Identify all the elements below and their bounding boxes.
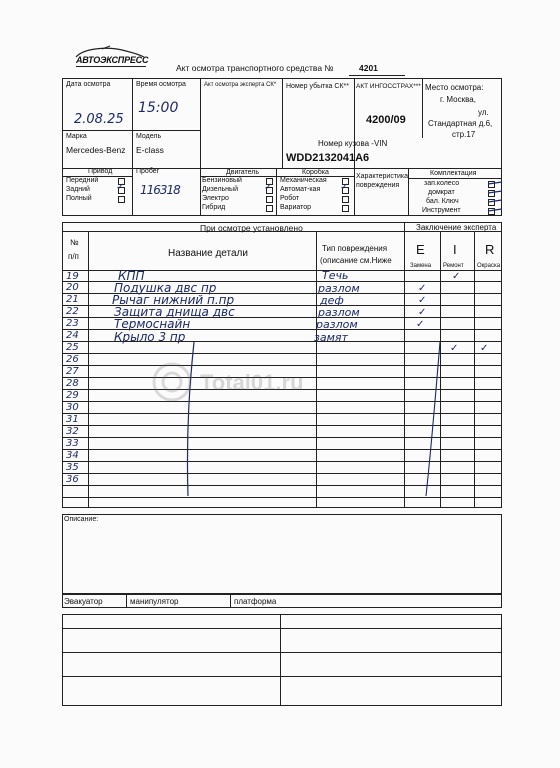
part-name: Рычаг нижний п.пр bbox=[112, 293, 235, 307]
part-name: Крыло 3 пр bbox=[114, 330, 186, 344]
act-number: 4201 bbox=[359, 63, 378, 73]
name-label: Название детали bbox=[168, 248, 248, 259]
time-value: 15:00 bbox=[138, 100, 179, 116]
part-name: Подушка двс пр bbox=[114, 281, 217, 295]
gearbox-auto: Автомат-кая bbox=[280, 186, 321, 193]
drive-full-checkbox[interactable] bbox=[118, 196, 125, 203]
row-number: 27 bbox=[66, 366, 79, 377]
drive-label: Привод bbox=[88, 168, 113, 175]
description-label: Описание: bbox=[64, 516, 99, 523]
engine-diesel: Дизельный bbox=[202, 186, 238, 193]
drive-front: Передний bbox=[66, 177, 99, 184]
footer-evac: Эвакуатор bbox=[64, 597, 103, 606]
part-name: КПП bbox=[118, 269, 145, 283]
row-number: 34 bbox=[66, 450, 79, 461]
ingos-label: АКТ ИНГОССТРАХ*** bbox=[356, 83, 421, 90]
damage-type: разлом bbox=[318, 306, 360, 319]
part-name: Защита днища двс bbox=[114, 305, 235, 319]
model-value: E-class bbox=[136, 145, 164, 155]
vin-label: Номер кузова -VIN bbox=[318, 139, 388, 148]
row-number: 22 bbox=[66, 306, 79, 317]
gearbox-manual: Механическая bbox=[280, 177, 327, 184]
date-value: 2.08.25 bbox=[74, 112, 124, 127]
no-label-2: п/п bbox=[68, 252, 79, 261]
drive-full: Полный bbox=[66, 195, 92, 202]
company-logo bbox=[62, 44, 152, 70]
damage-type: деф bbox=[320, 294, 344, 307]
row-number: 24 bbox=[66, 330, 79, 341]
row-number: 21 bbox=[66, 294, 79, 305]
damage-type: разлом bbox=[318, 282, 360, 295]
drive-rear-check: ✓ bbox=[116, 182, 125, 193]
row-number: 36 bbox=[66, 474, 79, 485]
row-number: 23 bbox=[66, 318, 79, 329]
ingos-value: 4200/09 bbox=[366, 114, 406, 126]
time-label: Время осмотра bbox=[136, 81, 186, 88]
drive-rear: Задний bbox=[66, 186, 90, 193]
empty-rows-strike bbox=[420, 340, 450, 500]
engine-label: Двигатель bbox=[226, 169, 260, 176]
expert-act-label: Акт осмотра эксперта СК* bbox=[204, 82, 277, 88]
damage-char-label-2: повреждения bbox=[356, 182, 400, 189]
engine-electric-checkbox[interactable] bbox=[266, 196, 273, 203]
damage-type: Течь bbox=[322, 269, 349, 282]
type-label-2: (описание см.Ниже bbox=[320, 256, 392, 265]
engine-electric: Электро bbox=[202, 195, 229, 202]
col-r-label: R bbox=[485, 242, 495, 257]
row-number: 19 bbox=[66, 271, 79, 282]
model-label: Модель bbox=[136, 133, 162, 140]
mileage-label: Пробег bbox=[136, 168, 160, 175]
damage-type: замят bbox=[314, 331, 348, 344]
place-label: Место осмотра: bbox=[425, 83, 484, 92]
equipment-label: Комплектация bbox=[430, 170, 477, 177]
row-number: 25 bbox=[66, 342, 79, 353]
col-i-label: I bbox=[453, 242, 457, 257]
gearbox-variator-checkbox[interactable] bbox=[342, 205, 349, 212]
row-number: 29 bbox=[66, 390, 79, 401]
row-22-replace-check: ✓ bbox=[418, 307, 427, 318]
gearbox-robot-checkbox[interactable] bbox=[342, 196, 349, 203]
logo-text: АВТОЭКСПРЕСС bbox=[76, 55, 149, 65]
row-21-replace-check: ✓ bbox=[418, 295, 427, 306]
equipment-key: бал. Ключ bbox=[426, 198, 459, 205]
engine-hybrid: Гибрид bbox=[202, 204, 226, 211]
conclusion-label: Заключение эксперта bbox=[416, 223, 497, 232]
equipment-spare: зап.колесо bbox=[424, 180, 460, 187]
part-name: Термоснайн bbox=[114, 317, 191, 331]
row-20-replace-check: ✓ bbox=[418, 283, 427, 294]
place-street: Стандартная д.6, bbox=[428, 119, 493, 128]
row-23-replace-check: ✓ bbox=[416, 319, 425, 330]
footer-table bbox=[62, 594, 502, 608]
document-title: Акт осмотра транспортного средства № bbox=[176, 63, 334, 73]
col-i-sub: Ремонт bbox=[443, 263, 464, 269]
watermark-logo-icon bbox=[150, 360, 194, 404]
gearbox-label: Коробка bbox=[302, 169, 329, 176]
date-label: Дата осмотра bbox=[66, 81, 111, 88]
engine-diesel-check: ✓ bbox=[264, 182, 273, 193]
row-number: 35 bbox=[66, 462, 79, 473]
col-e-sub: Замена bbox=[410, 263, 432, 269]
equipment-jack: домкрат bbox=[428, 189, 455, 196]
description-box bbox=[62, 514, 502, 594]
row-number: 20 bbox=[66, 282, 79, 293]
make-value: Mercedes-Benz bbox=[66, 145, 126, 155]
row-number: 28 bbox=[66, 378, 79, 389]
footer-manip: манипулятор bbox=[130, 597, 179, 606]
no-label-1: № bbox=[70, 238, 79, 247]
engine-hybrid-checkbox[interactable] bbox=[266, 205, 273, 212]
place-street-label: ул. bbox=[478, 108, 489, 117]
damage-char-label-1: Характеристика bbox=[356, 173, 409, 180]
engine-petrol: Бензиновый bbox=[202, 177, 242, 184]
place-city: г. Москва, bbox=[440, 95, 476, 104]
damage-type: разлом bbox=[316, 318, 358, 331]
row-number: 33 bbox=[66, 438, 79, 449]
vin-value: WDD2132041A6 bbox=[286, 152, 370, 164]
row-24-repair-check: ✓ bbox=[450, 343, 459, 354]
col-r-sub: Окраска bbox=[477, 263, 501, 269]
equipment-dash-marks bbox=[486, 178, 506, 218]
row-19-repair-check: ✓ bbox=[452, 271, 461, 282]
col-e-label: E bbox=[416, 242, 425, 257]
gearbox-variator: Вариатор bbox=[280, 204, 312, 211]
footer-platform: платформа bbox=[234, 597, 277, 606]
loss-number-label: Номер убытка СК** bbox=[286, 83, 349, 90]
row-number: 32 bbox=[66, 426, 79, 437]
make-label: Марка bbox=[66, 133, 87, 140]
type-label-1: Тип повреждения bbox=[322, 244, 388, 253]
mileage-value: 116318 bbox=[140, 183, 180, 197]
place-building: стр.17 bbox=[452, 130, 476, 139]
found-label: При осмотре установлено bbox=[200, 223, 303, 233]
watermark bbox=[150, 360, 390, 404]
row-number: 31 bbox=[66, 414, 79, 425]
row-24-paint-check: ✓ bbox=[480, 343, 489, 354]
gearbox-auto-check: ✓ bbox=[340, 182, 349, 193]
gearbox-robot: Робот bbox=[280, 195, 300, 202]
row-number: 26 bbox=[66, 354, 79, 365]
row-number: 30 bbox=[66, 402, 79, 413]
watermark-text: Total01.ru bbox=[200, 370, 304, 395]
equipment-tool: Инструмент bbox=[422, 207, 461, 214]
